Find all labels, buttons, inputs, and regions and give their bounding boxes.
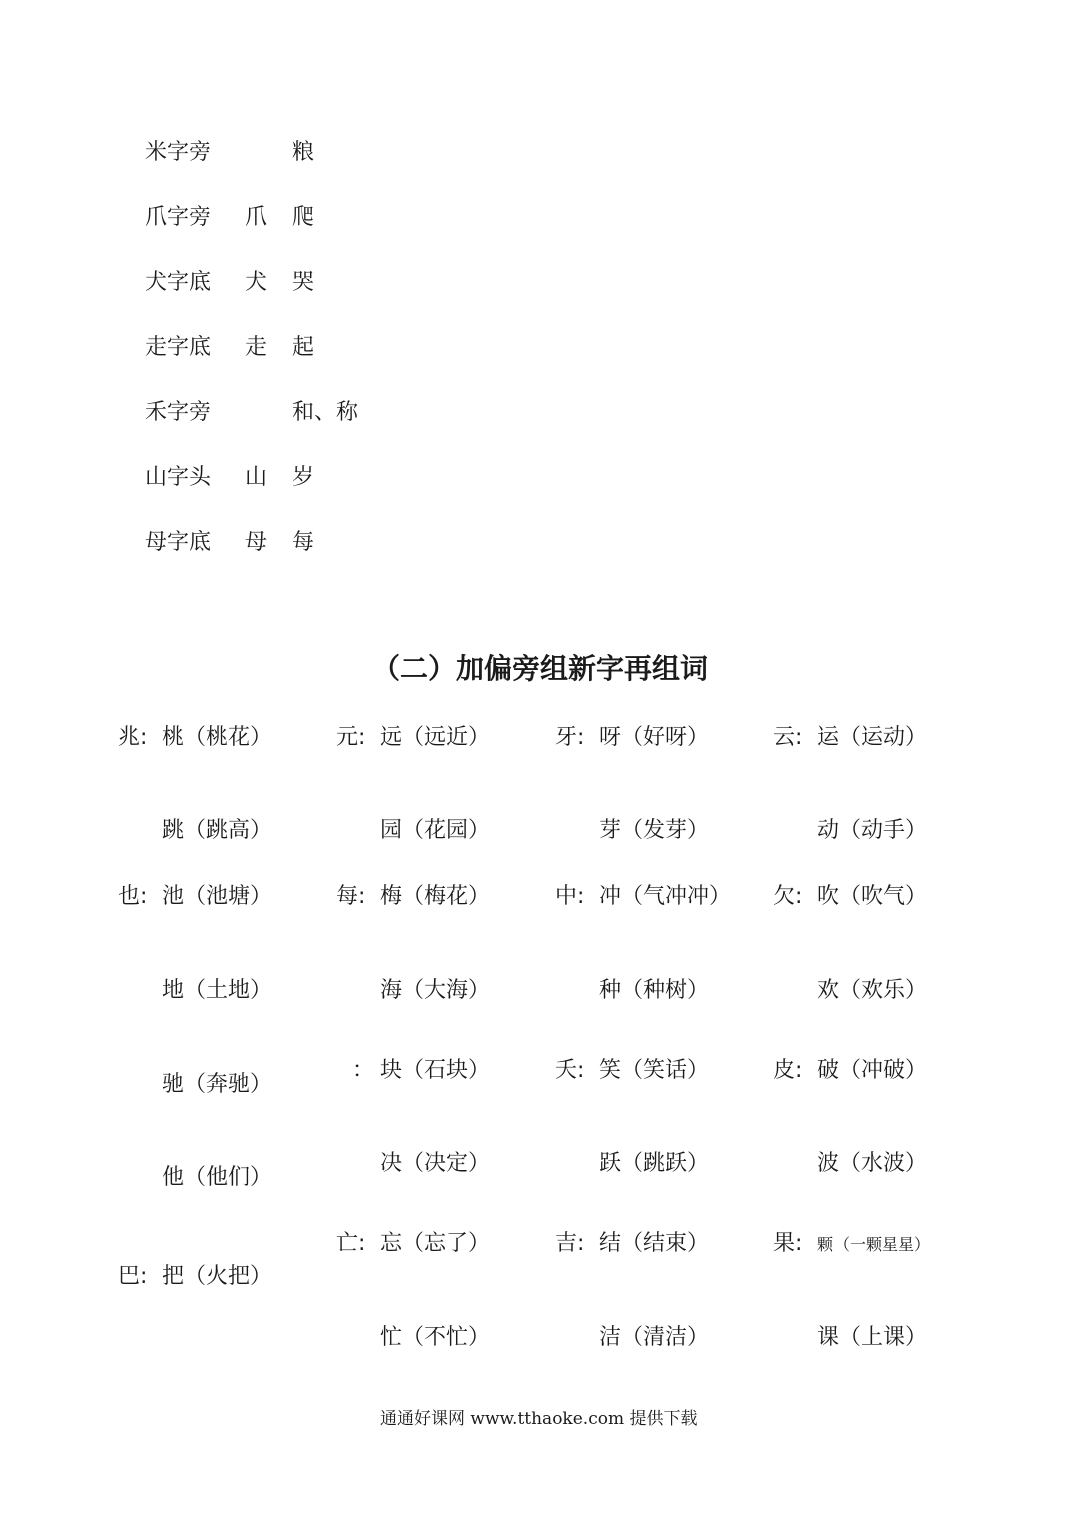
- radical-name: 爪字旁: [145, 205, 212, 230]
- radical-char: 母: [245, 530, 268, 555]
- word-entry: 桃（桃花）: [162, 725, 273, 750]
- base-char: 皮:: [773, 1058, 803, 1083]
- word-entry: 颗: [817, 1235, 834, 1254]
- word-entry: 结（结束）: [599, 1231, 710, 1256]
- word-entry: 把（火把）: [162, 1264, 273, 1289]
- word-entry: 决（决定）: [380, 1151, 491, 1176]
- word-entry: 课（上课）: [817, 1325, 928, 1350]
- word-entry: 驰（奔驰）: [162, 1072, 273, 1097]
- radical-examples: 每: [292, 530, 315, 555]
- word-entry: 块（石块）: [380, 1058, 491, 1083]
- base-char: 果:: [773, 1231, 803, 1256]
- radical-examples: 起: [292, 335, 315, 360]
- radical-name: 犬字底: [145, 270, 212, 295]
- radical-char: 犬: [245, 270, 268, 295]
- word-entry: 运（运动）: [817, 725, 928, 750]
- section-title: （二）加偏旁组新字再组词: [372, 652, 709, 685]
- word-entry: 破（冲破）: [817, 1058, 928, 1083]
- word-entry: 跳（跳高）: [162, 818, 273, 843]
- base-char: 每:: [336, 884, 366, 909]
- radical-name: 禾字旁: [145, 400, 212, 425]
- word-entry: 忘（忘了）: [380, 1231, 491, 1256]
- word-entry: 种（种树）: [599, 978, 710, 1003]
- word-entry: 跃（跳跃）: [599, 1151, 710, 1176]
- base-char: ：: [352, 1058, 375, 1083]
- radical-char: 走: [245, 335, 268, 360]
- word-entry: 冲（气冲冲）: [599, 884, 732, 909]
- word-entry: 他（他们）: [162, 1165, 273, 1190]
- footer-credit: 通通好课网 www.tthaoke.com 提供下载: [380, 1409, 698, 1429]
- radical-name: 母字底: [145, 530, 212, 555]
- word-entry: 梅（梅花）: [380, 884, 491, 909]
- radical-char: 爪: [245, 205, 268, 230]
- base-char: 夭:: [555, 1058, 585, 1083]
- base-char: 巴:: [118, 1264, 148, 1289]
- radical-examples: 和、称: [292, 400, 359, 425]
- word-entry: 远（远近）: [380, 725, 491, 750]
- word-entry: 呀（好呀）: [599, 725, 710, 750]
- word-entry: 忙（不忙）: [380, 1325, 491, 1350]
- radical-name: 走字底: [145, 335, 212, 360]
- word-entry: 地（土地）: [162, 978, 273, 1003]
- radical-examples: 粮: [292, 140, 315, 165]
- base-char: 兆:: [118, 725, 148, 750]
- base-char: 中:: [555, 884, 585, 909]
- base-char: 元:: [336, 725, 366, 750]
- base-char: 也:: [118, 884, 148, 909]
- word-entry: 笑（笑话）: [599, 1058, 710, 1083]
- base-char: 亡:: [336, 1231, 366, 1256]
- radical-name: 米字旁: [145, 140, 212, 165]
- base-char: 云:: [773, 725, 803, 750]
- word-entry: 波（水波）: [817, 1151, 928, 1176]
- word-entry: 池（池塘）: [162, 884, 273, 909]
- word-entry: 芽（发芽）: [599, 818, 710, 843]
- radical-examples: 岁: [292, 465, 315, 490]
- radical-char: 山: [245, 465, 268, 490]
- word-entry: 动（动手）: [817, 818, 928, 843]
- word-entry: 海（大海）: [380, 978, 491, 1003]
- base-char: 牙:: [555, 725, 585, 750]
- base-char: 欠:: [773, 884, 803, 909]
- word-entry: 园（花园）: [380, 818, 491, 843]
- word-entry: 吹（吹气）: [817, 884, 928, 909]
- base-char: 吉:: [555, 1231, 585, 1256]
- word-entry: 洁（清洁）: [599, 1325, 710, 1350]
- word-entry: 欢（欢乐）: [817, 978, 928, 1003]
- radical-examples: 哭: [292, 270, 315, 295]
- radical-name: 山字头: [145, 465, 212, 490]
- radical-examples: 爬: [292, 205, 315, 230]
- word-entry-phrase: （一颗星星）: [834, 1235, 931, 1254]
